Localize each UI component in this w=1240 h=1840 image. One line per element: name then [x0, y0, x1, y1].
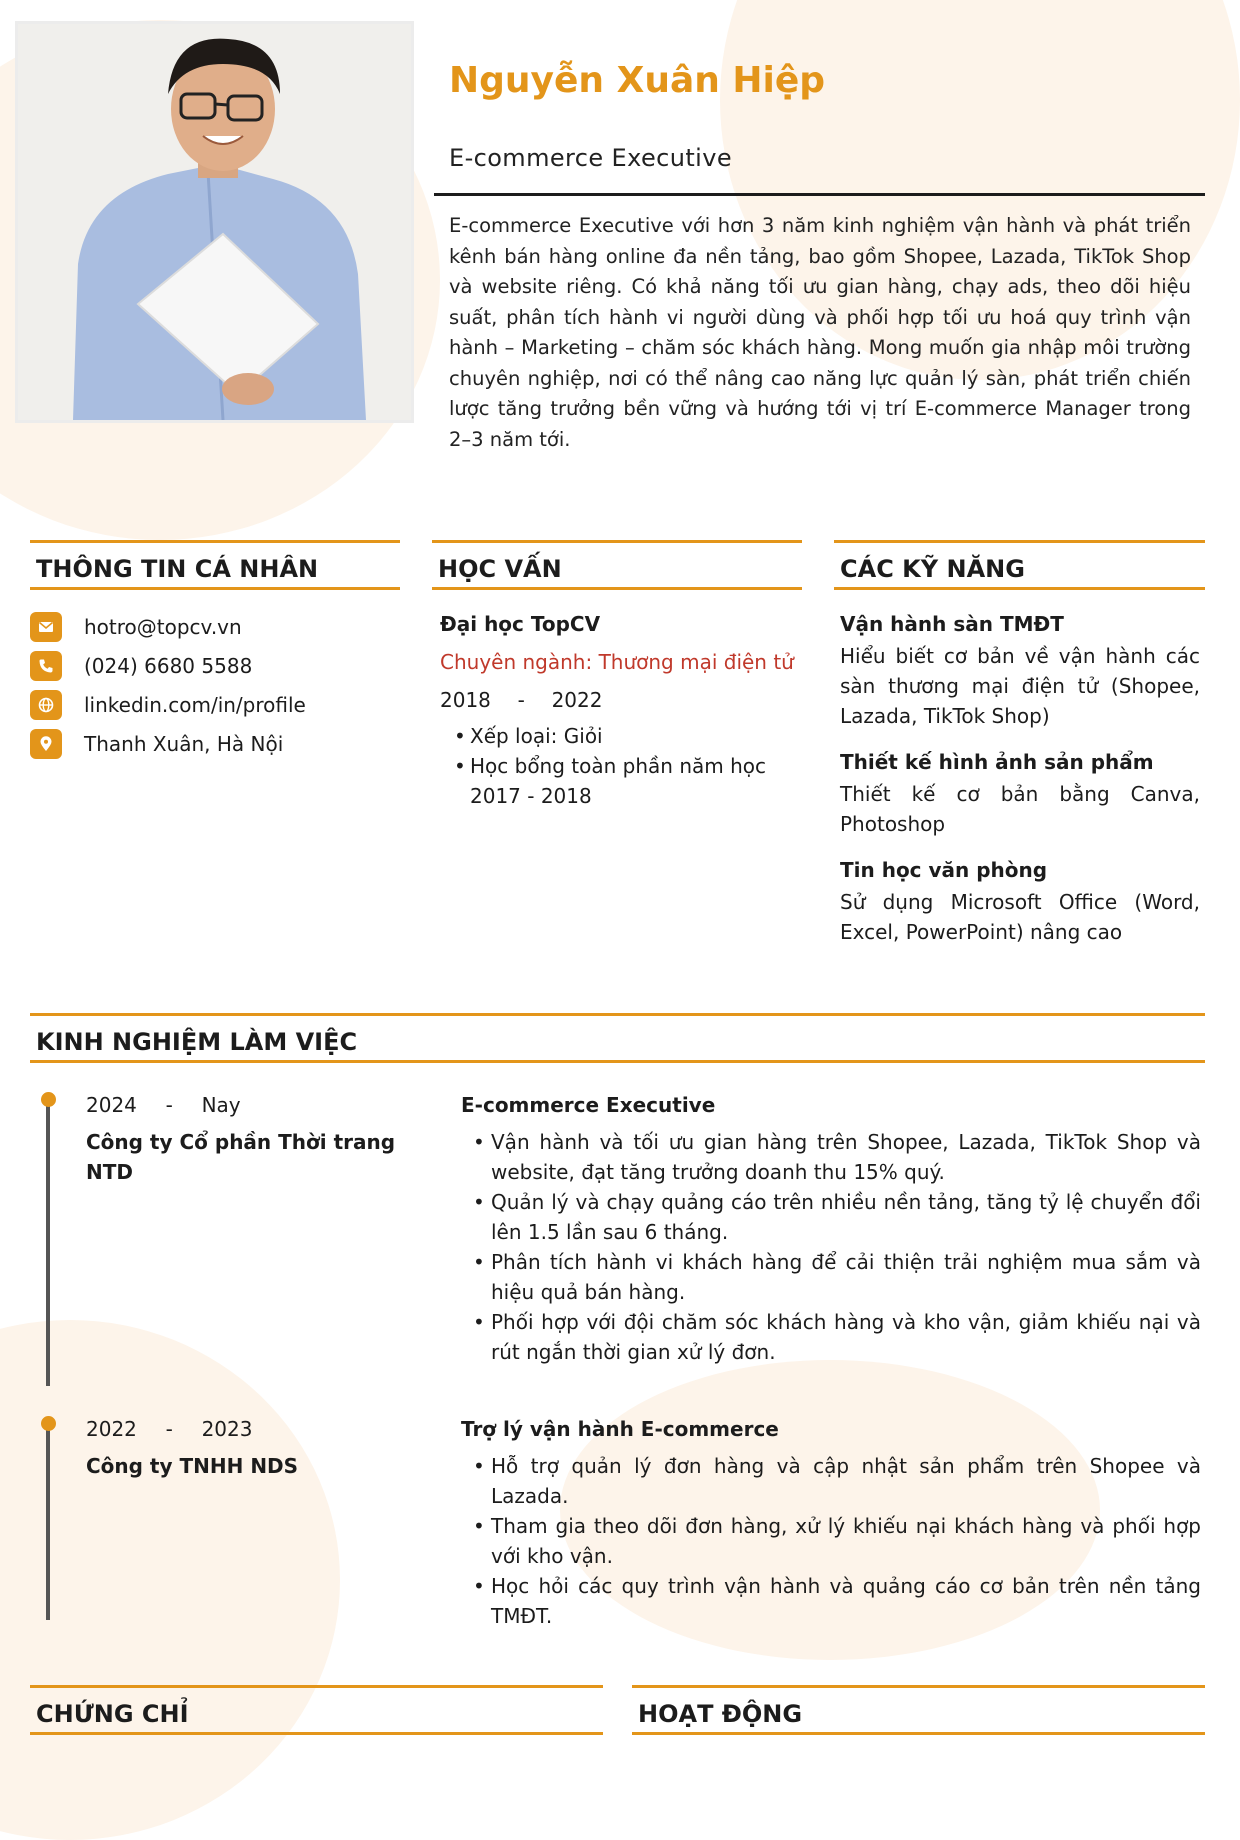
section-heading: HOẠT ĐỘNG: [638, 1700, 803, 1728]
section-experience: [30, 1013, 1205, 1063]
skills-list: [840, 607, 1200, 961]
major: Chuyên ngành: Thương mại điện tử: [440, 650, 794, 674]
timeline-line: [46, 1424, 50, 1620]
section-certificates: [30, 1685, 603, 1735]
contact-phone: [30, 646, 400, 685]
education-period: [440, 683, 800, 721]
profile-photo-frame: [15, 21, 414, 423]
job-period: [86, 1087, 446, 1127]
section-heading: CHỨNG CHỈ: [36, 1700, 189, 1728]
skill-description: Sử dụng Microsoft Office (Word, Excel, PowerPoint) nâng cao: [840, 890, 1200, 944]
section-heading: THÔNG TIN CÁ NHÂN: [36, 555, 319, 583]
list-item: • Phối hợp với đội chăm sóc khách hàng và kho vận, giảm khiếu nại và rút ngắn thời gian xử lý đơn.: [461, 1307, 1201, 1367]
header-divider: [434, 193, 1205, 196]
job-details: [461, 1411, 1201, 1631]
section-rule-bottom: [30, 1732, 603, 1735]
period-separator: -: [165, 1093, 173, 1117]
skill-name: Tin học văn phòng: [840, 858, 1048, 882]
skill-item: [840, 853, 1200, 947]
job-role: Trợ lý vận hành E-commerce: [461, 1417, 779, 1441]
job-period: [86, 1411, 446, 1451]
list-item: • Tham gia theo dõi đơn hàng, xử lý khiếu nại khách hàng và phối hợp với kho vận.: [461, 1511, 1201, 1571]
school-name: Đại học TopCV: [440, 612, 601, 636]
section-rule-bottom: [30, 587, 400, 590]
candidate-name: Nguyễn Xuân Hiệp: [449, 60, 826, 101]
section-rule-bottom: [30, 1060, 1205, 1063]
period-start: 2022: [86, 1417, 137, 1441]
list-item: • Học bổng toàn phần năm học 2017 - 2018: [440, 751, 800, 811]
period-end: 2023: [201, 1417, 253, 1441]
skill-item: [840, 607, 1200, 731]
list-item: • Xếp loại: Giỏi: [440, 721, 800, 751]
profile-photo: [18, 24, 411, 420]
list-item: • Phân tích hành vi khách hàng để cải thiện trải nghiệm mua sắm và hiệu quả bán hàng.: [461, 1247, 1201, 1307]
education-entry: [440, 607, 800, 811]
skill-name: Thiết kế hình ảnh sản phẩm: [840, 750, 1154, 774]
section-personal-info: [30, 540, 400, 590]
contact-website: [30, 685, 400, 724]
company-name: Công ty Cổ phần Thời trang NTD: [86, 1130, 396, 1184]
phone-value[interactable]: (024) 6680 5588: [84, 653, 253, 678]
contact-list: [30, 607, 400, 763]
skill-name: Vận hành sàn TMĐT: [840, 612, 1064, 636]
job-meta: [86, 1087, 446, 1187]
background-blob: [0, 1320, 340, 1840]
location-pin-icon: [30, 729, 62, 759]
section-heading: KINH NGHIỆM LÀM VIỆC: [36, 1028, 358, 1056]
period-end: Nay: [201, 1093, 241, 1117]
timeline-line: [46, 1100, 50, 1386]
section-rule-bottom: [632, 1732, 1205, 1735]
globe-icon: [30, 690, 62, 720]
education-details: [440, 721, 800, 811]
company-name: Công ty TNHH NDS: [86, 1454, 299, 1478]
job-meta: [86, 1411, 446, 1481]
website-value[interactable]: linkedin.com/in/profile: [84, 692, 306, 717]
list-item: • Hỗ trợ quản lý đơn hàng và cập nhật sản phẩm trên Shopee và Lazada.: [461, 1451, 1201, 1511]
list-item: • Vận hành và tối ưu gian hàng trên Shopee, Lazada, TikTok Shop và website, đạt tăng trưởng doanh thu 15% quý.: [461, 1127, 1201, 1187]
section-education: [432, 540, 802, 590]
job-responsibilities: [461, 1127, 1201, 1367]
period-separator: -: [165, 1417, 173, 1441]
list-item: • Quản lý và chạy quảng cáo trên nhiều nền tảng, tăng tỷ lệ chuyển đổi lên 1.5 lần sau 6 tháng.: [461, 1187, 1201, 1247]
job-role: E-commerce Executive: [461, 1093, 716, 1117]
section-skills: [834, 540, 1205, 590]
section-rule-bottom: [432, 587, 802, 590]
timeline-dot: [41, 1416, 56, 1431]
contact-email: [30, 607, 400, 646]
job-responsibilities: [461, 1451, 1201, 1631]
section-rule-bottom: [834, 587, 1205, 590]
section-heading: CÁC KỸ NĂNG: [840, 555, 1025, 583]
career-summary: E-commerce Executive với hơn 3 năm kinh nghiệm vận hành và phát triển kênh bán hàng online đa nền tảng, bao gồm Shopee, Lazada, TikTok Shop và website riêng. Có khả năng tối ưu gian hàng, chạy ads, theo dõi hiệu suất, phân tích hành vi người dùng và phối hợp tối ưu hoá quy trình vận hành – Marketing – chăm sóc khách hàng. Mong muốn gia nhập môi trường chuyên nghiệp, nơi có thể nâng cao năng lực quản lý sàn, phát triển chiến lược tăng trưởng bền vững và hướng tới vị trí E-commerce Manager trong 2–3 năm tới.: [449, 214, 1191, 451]
phone-icon: [30, 651, 62, 681]
skill-item: [840, 745, 1200, 839]
skill-description: Thiết kế cơ bản bằng Canva, Photoshop: [840, 782, 1200, 836]
job-title: E-commerce Executive: [449, 144, 733, 172]
period-separator: -: [517, 688, 525, 712]
contact-address: [30, 724, 400, 763]
timeline-dot: [41, 1092, 56, 1107]
period-start: 2018: [440, 688, 491, 712]
section-activities: [632, 1685, 1205, 1735]
address-value: Thanh Xuân, Hà Nội: [84, 731, 284, 756]
email-value[interactable]: hotro@topcv.vn: [84, 614, 242, 639]
envelope-icon: [30, 612, 62, 642]
job-details: [461, 1087, 1201, 1367]
period-end: 2022: [551, 688, 603, 712]
section-heading: HỌC VẤN: [438, 555, 562, 583]
period-start: 2024: [86, 1093, 137, 1117]
list-item: • Học hỏi các quy trình vận hành và quảng cáo cơ bản trên nền tảng TMĐT.: [461, 1571, 1201, 1631]
skill-description: Hiểu biết cơ bản về vận hành các sàn thương mại điện tử (Shopee, Lazada, TikTok Shop): [840, 644, 1200, 728]
